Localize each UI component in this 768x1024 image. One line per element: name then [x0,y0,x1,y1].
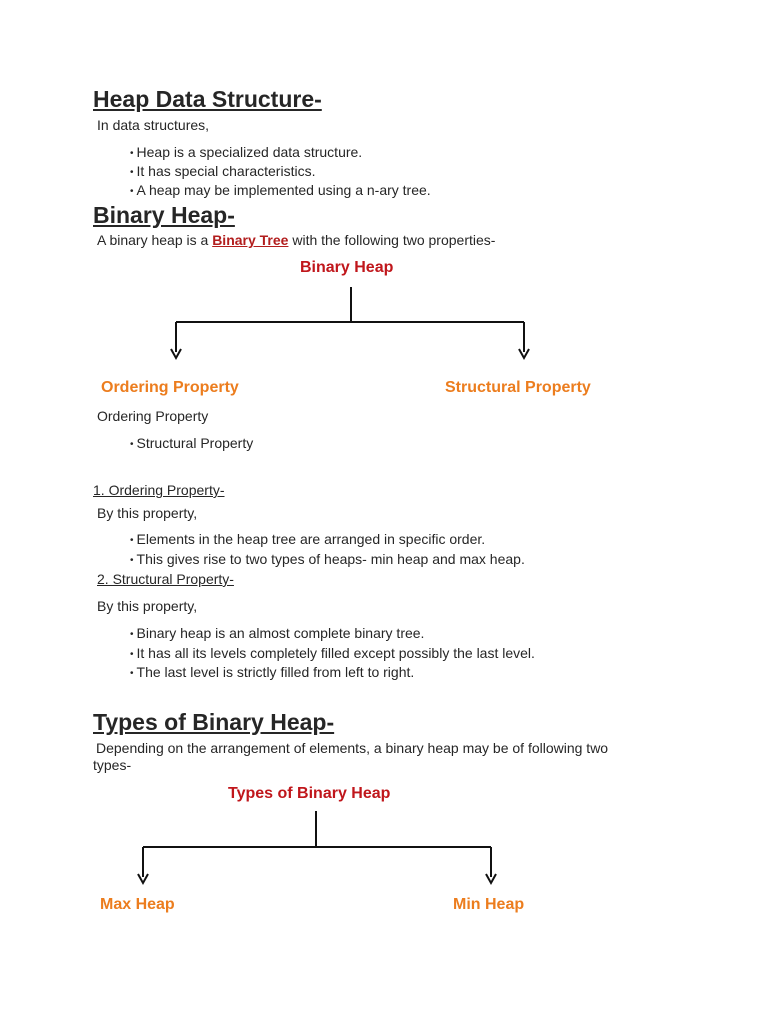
list-item: • A heap may be implemented using a n-ary tree. [130,182,431,198]
list-item: • This gives rise to two types of heaps- min heap and max heap. [130,551,525,567]
diagram-root-types-of-binary-heap: Types of Binary Heap [228,785,391,802]
intro-text-before: A binary heap is a [97,232,213,248]
intro-text-after: with the following two properties- [288,232,496,248]
list-item: • It has special characteristics. [130,163,315,179]
list-item: • The last level is strictly filled from left to right. [130,664,414,680]
list-item: • It has all its levels completely filled except possibly the last level. [130,645,535,661]
types-intro-line2: types- [93,757,132,773]
binary-tree-link[interactable]: Binary Tree [212,232,289,248]
intro-text: In data structures, [97,117,210,133]
property-list-plain: Ordering Property [97,408,209,424]
structural-intro: By this property, [97,598,198,614]
heading-types-of-binary-heap: Types of Binary Heap- [93,709,335,735]
ordering-intro: By this property, [97,505,198,521]
diagram-child-max-heap: Max Heap [100,896,175,913]
diagram-child-min-heap: Min Heap [453,896,525,913]
list-item: • Elements in the heap tree are arranged in specific order. [130,531,485,547]
diagram-child-ordering-property: Ordering Property [101,379,239,396]
subheading-structural-property: 2. Structural Property- [97,571,234,587]
subheading-ordering-property: 1. Ordering Property- [93,482,225,498]
diagram-child-structural-property: Structural Property [445,379,591,396]
types-intro-line1: Depending on the arrangement of elements, a binary heap may be of following two [96,740,609,756]
heading-binary-heap: Binary Heap- [93,202,235,228]
list-item: • Structural Property [130,435,253,451]
diagram-root-binary-heap: Binary Heap [300,259,394,276]
list-item: • Binary heap is an almost complete binary tree. [130,625,424,641]
heading-heap-data-structure: Heap Data Structure- [93,86,322,112]
list-item: • Heap is a specialized data structure. [130,144,362,160]
